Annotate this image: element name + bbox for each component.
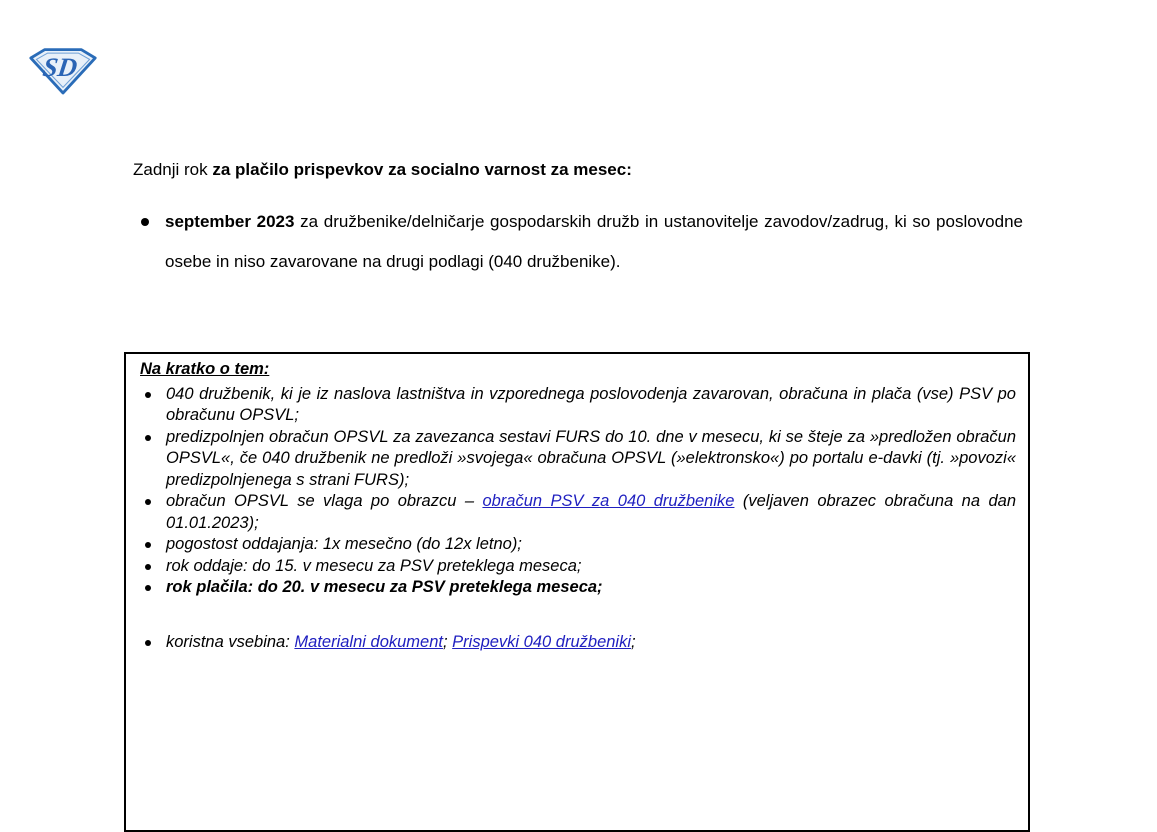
list-item bbox=[140, 384, 1016, 427]
list-item-text: rok plačila: do 20. v mesecu za PSV preteklega meseca; bbox=[166, 578, 603, 596]
list-item bbox=[140, 427, 1016, 492]
link-obracun-psv-040[interactable]: obračun PSV za 040 družbenike bbox=[482, 492, 735, 510]
bullet-icon bbox=[145, 542, 151, 548]
bullet-icon bbox=[145, 640, 151, 646]
blank-line bbox=[140, 599, 1016, 632]
list-item-text: predizpolnjen obračun OPSVL za zavezanca sestavi FURS do 10. dne v mesecu, ki se šteje za »predložen obračun OPSVL«, če 040 družbenik ne predloži »svojega« obračuna OPSVL (»elektronsko«) po portalu e-davki (tj. »povozi« predizpolnjenega s strani FURS); bbox=[166, 427, 1016, 489]
bullet-icon bbox=[145, 392, 151, 398]
summary-box bbox=[124, 352, 1030, 832]
main-content bbox=[133, 158, 1023, 282]
link-materialni-dokument[interactable]: Materialni dokument bbox=[294, 632, 443, 651]
intro-bold-segment: september 2023 bbox=[165, 212, 295, 231]
list-item-text: obračun OPSVL se vlaga po obrazcu – bbox=[166, 492, 483, 510]
list-item-text: 040 družbenik, ki je iz naslova lastništva in vzporednega poslovodenja zavarovan, obračuna in plača (vse) PSV po obračunu OPSVL; bbox=[166, 384, 1016, 424]
list-item-text: ; bbox=[442, 632, 453, 651]
list-item-text: rok oddaje: do 15. v mesecu za PSV preteklega meseca; bbox=[166, 556, 582, 575]
list-item bbox=[140, 577, 1016, 599]
bullet-icon bbox=[145, 435, 151, 441]
list-item-text: pogostost oddajanja: 1x mesečno (do 12x letno); bbox=[166, 535, 522, 553]
list-item-text: (veljaven obrazec obračuna na dan 01.01.2023); bbox=[166, 492, 1016, 532]
list-item-text: koristna vsebina: bbox=[166, 632, 295, 651]
list-item bbox=[140, 556, 1016, 578]
page-title bbox=[133, 158, 1023, 182]
intro-text-segment: za družbenike/delničarje gospodarskih družb in ustanovitelje zavodov/zadrug, ki so poslovodne osebe in niso zavarovane na drugi podlagi (040 družbenike). bbox=[165, 212, 1023, 271]
list-item bbox=[140, 632, 1016, 654]
heading-normal-segment: Zadnji rok bbox=[133, 160, 213, 179]
logo-letters: SD bbox=[41, 52, 80, 83]
bullet-icon bbox=[145, 564, 151, 570]
list-item bbox=[140, 534, 1016, 556]
sd-shield-logo bbox=[28, 46, 98, 98]
intro-list-item bbox=[133, 202, 1023, 282]
bullet-icon bbox=[145, 499, 151, 505]
summary-box-title: Na kratko o tem: bbox=[140, 360, 270, 378]
list-item-text: ; bbox=[631, 632, 636, 651]
bullet-icon bbox=[145, 585, 151, 591]
link-prispevki-040-druzbeniki[interactable]: Prispevki 040 družbeniki bbox=[452, 632, 631, 651]
heading-bold-segment: za plačilo prispevkov za socialno varnost za mesec: bbox=[212, 160, 632, 179]
bullet-icon bbox=[141, 218, 149, 226]
list-item bbox=[140, 491, 1016, 534]
